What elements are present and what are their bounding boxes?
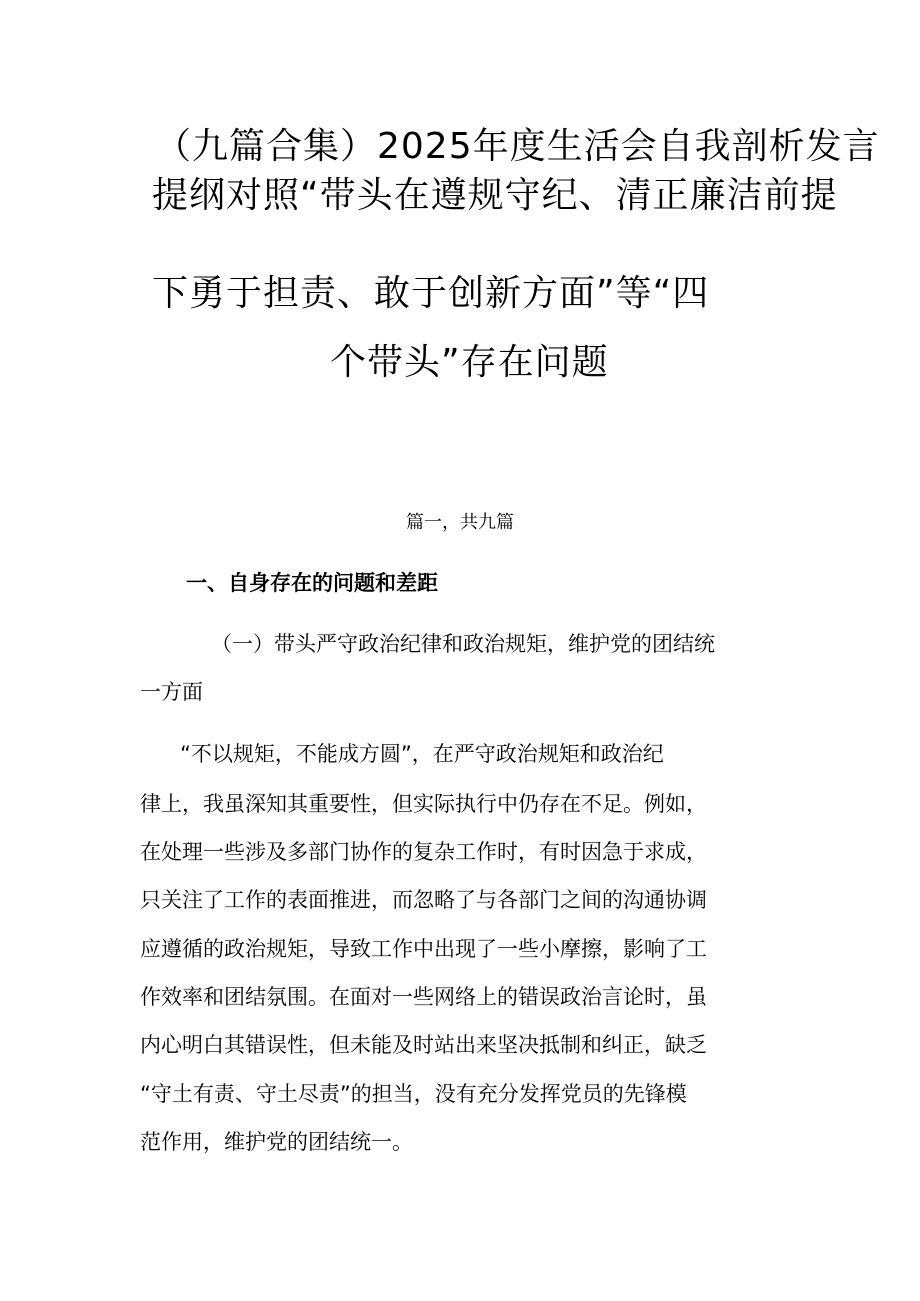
body-paragraph-line: 在处理一些涉及多部门协作的复杂工作时，有时因急于求成，	[140, 840, 707, 864]
body-paragraph-line: 作效率和团结氛围。在面对一些网络上的错误政治言论时，虽	[140, 985, 707, 1009]
document-subtitle: 篇一，共九篇	[406, 512, 514, 533]
subsection-heading-line-1: （一）带头严守政治纪律和政治规矩，维护党的团结统	[211, 632, 715, 656]
body-paragraph-line: 范作用，维护党的团结统一。	[140, 1130, 413, 1154]
body-paragraph-line: “守土有责、守土尽责”的担当，没有充分发挥党员的先锋模	[140, 1082, 687, 1106]
section-heading: 一、自身存在的问题和差距	[186, 571, 438, 595]
body-paragraph-line: “不以规矩，不能成方圆”，在严守政治规矩和政治纪	[180, 742, 664, 766]
body-paragraph-line: 律上，我虽深知其重要性，但实际执行中仍存在不足。例如，	[140, 792, 707, 816]
document-title-line-1: （九篇合集）2025年度生活会自我剖析发言	[155, 126, 880, 167]
body-paragraph-line: 内心明白其错误性，但未能及时站出来坚决抵制和纠正，缺乏	[140, 1033, 707, 1057]
document-title-line-4: 个带头”存在问题	[330, 342, 609, 383]
subsection-heading-line-2: 一方面	[140, 680, 203, 704]
body-paragraph-line: 只关注了工作的表面推进，而忽略了与各部门之间的沟通协调	[140, 888, 707, 912]
document-title-line-3: 下勇于担责、敢于创新方面”等“四	[152, 273, 710, 314]
document-title-line-2: 提纲对照“带头在遵规守纪、清正廉洁前提	[152, 175, 838, 216]
body-paragraph-line: 应遵循的政治规矩，导致工作中出现了一些小摩擦，影响了工	[140, 937, 707, 961]
